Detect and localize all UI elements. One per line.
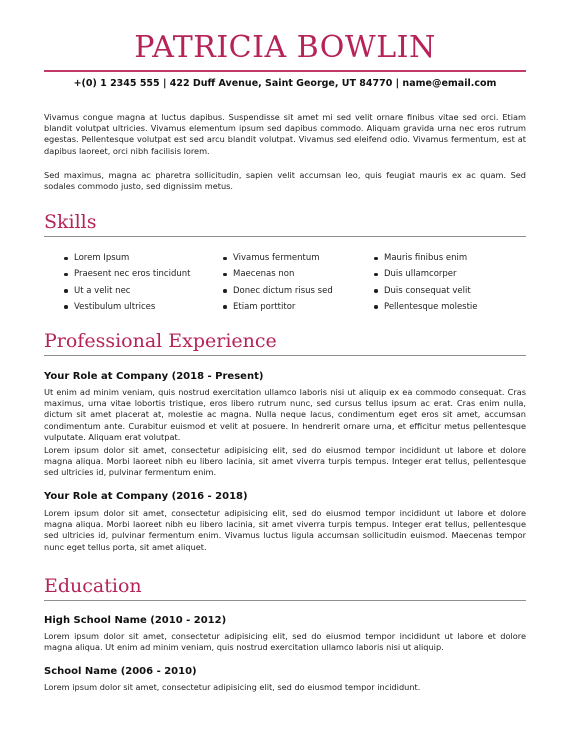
job-title: Your Role at Company (2018 - Present)	[44, 371, 264, 382]
skill-item: Etiam porttitor	[221, 299, 376, 315]
bullet-icon	[374, 273, 378, 277]
school-title: School Name (2006 - 2010)	[44, 666, 197, 677]
school-description: Lorem ipsum dolor sit amet, consectetur adipisicing elit, sed do eiusmod tempor incididunt ut labore et dolore magna aliqua. Ut enim ad minim veniam, quis nostrud exercitation ullamco laboris nisi ut aliquip.	[44, 631, 526, 653]
skills-divider	[44, 236, 526, 237]
skill-item: Vestibulum ultrices	[62, 299, 217, 315]
job-description: Ut enim ad minim veniam, quis nostrud exercitation ullamco laboris nisi ut aliquip ex ea commodo consequat. Cras maximus, urna vitae lobortis tristique, eros libero rutrum nunc, sed cursus tellus ipsum ac erat. Cras enim nulla, dictum sit amet placerat at, molestie ac magna. Nulla neque lacus, condimentum eget eros sit amet, accumsan condimentum ante. Curabitur euismod et velit at posuere. In hendrerit ornare urna, et efficitur metus pellentesque vulputate. Aliquam erat volutpat.	[44, 387, 526, 442]
name-divider	[44, 70, 526, 72]
bullet-icon	[223, 305, 227, 309]
summary-paragraph-1: Vivamus congue magna at luctus dapibus. Suspendisse sit amet mi sed velit ornare finibus vitae sed orci. Etiam blandit volutpat ultricies. Vivamus elementum ipsum sed dapibus commodo. Aliquam gravida urna nec eros rutrum egestas. Pellentesque volutpat est sed arcu blandit volutpat. Vivamus sed eleifend odio. Vivamus fermentum, est at dapibus laoreet, orci nibh facilisis lorem.	[44, 112, 526, 156]
job-description: Lorem ipsum dolor sit amet, consectetur adipisicing elit, sed do eiusmod tempor incididunt ut labore et dolore magna aliqua. Morbi laoreet nibh eu libero lacinia, sit amet viverra turpis tempus. Integer erat tellus, pellentesque sed ultricies id, pulvinar fermentum enim. Vivamus luctus ligula accumsan sollicitudin euismod. Maecenas tempor nunc eget tellus porta, sit amet aliquet.	[44, 508, 526, 552]
bullet-icon	[374, 257, 378, 261]
bullet-icon	[223, 289, 227, 293]
bullet-icon	[64, 289, 68, 293]
summary-paragraph-2: Sed maximus, magna ac pharetra sollicitudin, sapien velit accumsan leo, quis feugiat mauris ex ac quam. Sed sodales commodo justo, sed dignissim metus.	[44, 170, 526, 192]
skill-item: Maecenas non	[221, 266, 376, 282]
skills-column-2	[221, 250, 376, 315]
school-description: Lorem ipsum dolor sit amet, consectetur adipisicing elit, sed do eiusmod tempor incididunt.	[44, 682, 421, 692]
job-description: Lorem ipsum dolor sit amet, consectetur adipisicing elit, sed do eiusmod tempor incididunt ut labore et dolore magna aliqua. Morbi laoreet nibh eu libero lacinia, sit amet viverra turpis tempus. Integer erat tellus, pellentesque sed ultricies id, pulvinar fermentum enim.	[44, 445, 526, 478]
skill-item: Vivamus fermentum	[221, 250, 376, 266]
skill-item: Duis consequat velit	[372, 283, 527, 299]
bullet-icon	[374, 305, 378, 309]
skills-heading: Skills	[44, 211, 97, 233]
bullet-icon	[64, 273, 68, 277]
applicant-name: PATRICIA BOWLIN	[134, 30, 436, 65]
skill-item: Lorem Ipsum	[62, 250, 217, 266]
contact-line: +(0) 1 2345 555 | 422 Duff Avenue, Saint George, UT 84770 | name@email.com	[73, 78, 497, 89]
experience-divider	[44, 355, 526, 356]
skill-item: Donec dictum risus sed	[221, 283, 376, 299]
education-divider	[44, 600, 526, 601]
skill-item: Duis ullamcorper	[372, 266, 527, 282]
bullet-icon	[223, 273, 227, 277]
bullet-icon	[64, 305, 68, 309]
skill-item: Pellentesque molestie	[372, 299, 527, 315]
experience-heading: Professional Experience	[44, 330, 277, 352]
job-title: Your Role at Company (2016 - 2018)	[44, 491, 248, 502]
education-heading: Education	[44, 575, 142, 597]
skill-item: Praesent nec eros tincidunt	[62, 266, 217, 282]
skill-item: Mauris finibus enim	[372, 250, 527, 266]
bullet-icon	[64, 257, 68, 261]
bullet-icon	[223, 257, 227, 261]
school-title: High School Name (2010 - 2012)	[44, 615, 227, 626]
bullet-icon	[374, 289, 378, 293]
skills-column-3	[372, 250, 527, 315]
skill-item: Ut a velit nec	[62, 283, 217, 299]
skills-column-1	[62, 250, 217, 315]
